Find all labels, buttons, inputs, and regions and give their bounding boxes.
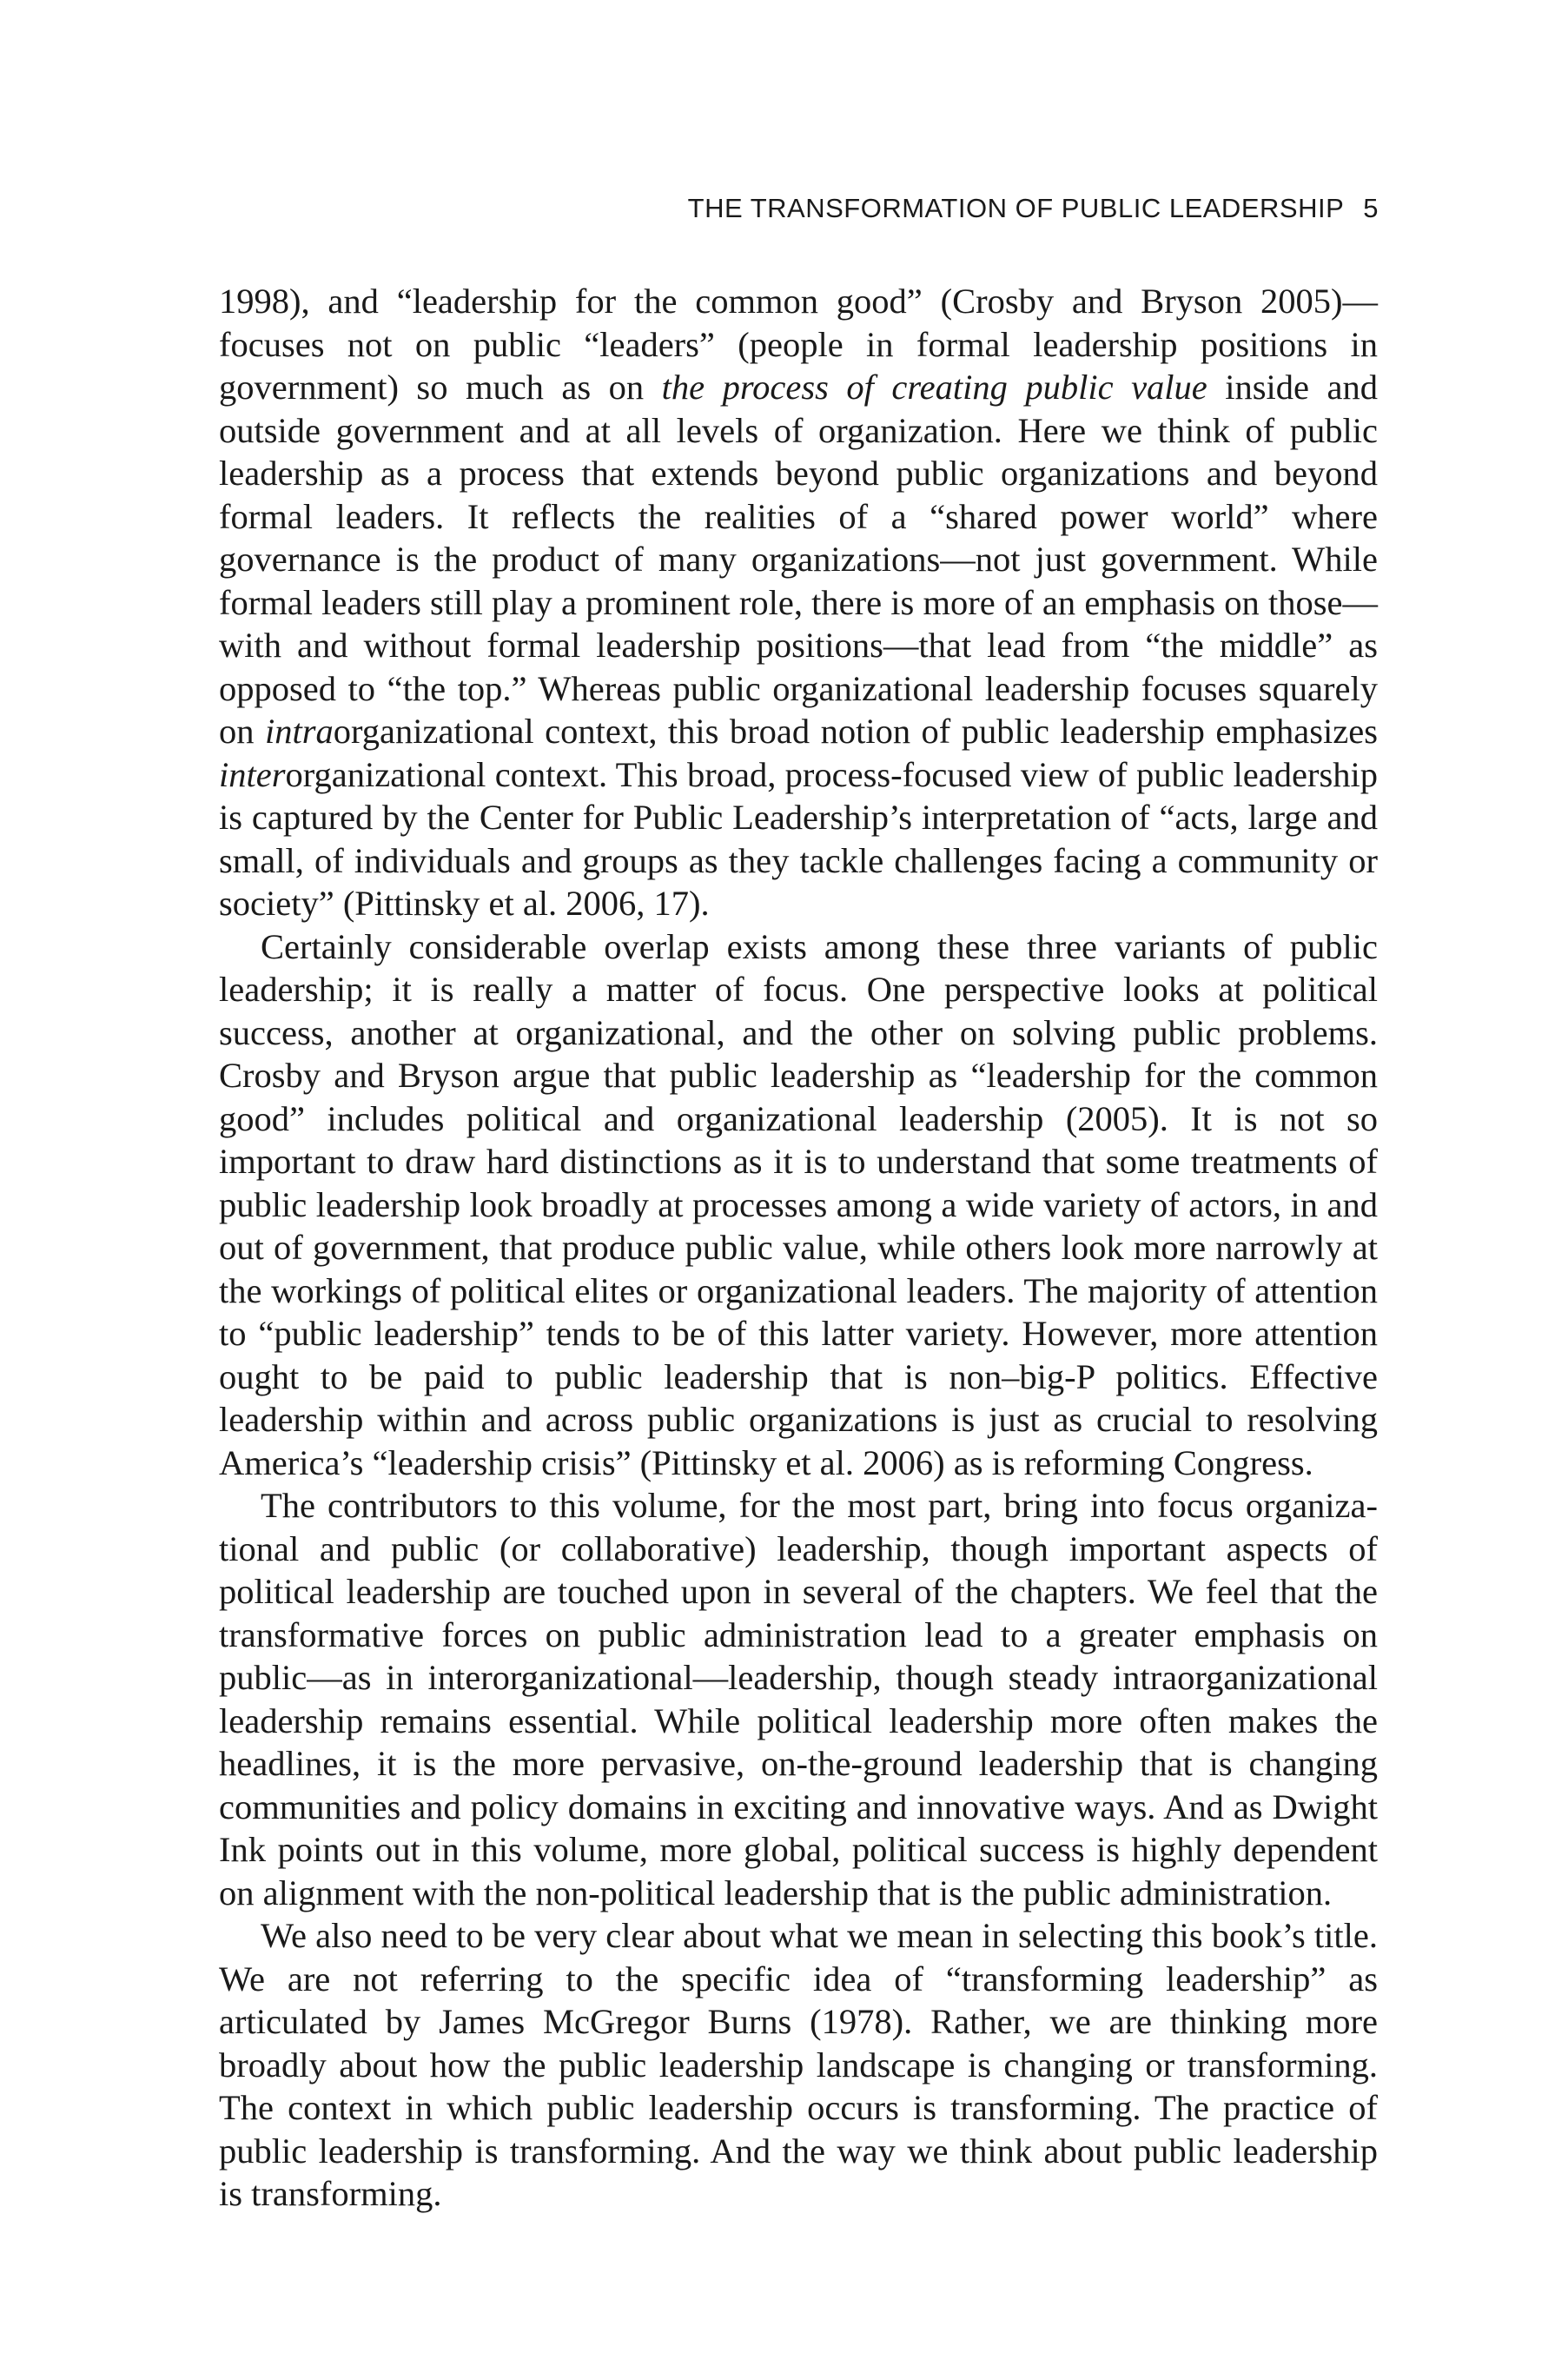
page-number: 5 xyxy=(1363,193,1379,223)
paragraph-1-italic-phrase: the process of creating public value xyxy=(661,368,1207,407)
paragraph-3: The contributors to this volume, for the most part, bring into focus organizational and public (or collaborative) leadership, though important aspects of political leadership are touched upon in several of the chapters. We feel that the transformative forces on public administration lead to a greater emphasis on public—as in interorganizational—leadership, though steady intraorganizational leadership remains essential. While political leadership more often makes the headlines, it is the more pervasive, on-the-ground leadership that is changing communities and policy domains in exciting and innovative ways. And as Dwight Ink points out in this volume, more global, political success is highly dependent on alignment with the non-political leadership that is the public administration. xyxy=(219,1486,1378,1912)
running-head-title: THE TRANSFORMATION OF PUBLIC LEADERSHIP xyxy=(687,193,1345,223)
paragraph-4: We also need to be very clear about what we mean in selecting this book’s title. We are not referring to the specific idea of “transforming leadership” as articulated by James McGregor Burns (1978). Rather, we are thinking more broadly about how the public leadership landscape is changing or transforming. The context in which public leadership occurs is transforming. The practice of public leadership is transforming. And the way we think about public leadership is transforming. xyxy=(219,1916,1378,2213)
paragraph-1-text-a: 1998), and “leadership for the common good” (Crosby and Bryson 2005)—focuses not on public “leaders” (people in formal leadership positions in government) so much as on xyxy=(219,282,1378,407)
paragraph-1-text-d: organizational context. This broad, process-focused view of public leadership is captured by the Center for Public Leadership’s interpretation of “acts, large and small, of individuals and groups as they tackle challenges facing a community or society” (Pittinsky et al. 2006, 17). xyxy=(219,754,1378,923)
body-text xyxy=(219,280,1378,2216)
paragraph-2: Certainly considerable overlap exists among these three variants of public leadership; it is really a matter of focus. One perspective looks at political success, another at organizational, and the other on solving public problems. Crosby and Bryson argue that public leadership as “leadership for the common good” includes political and organizational leadership (2005). It is not so important to draw hard distinctions as it is to understand that some treatments of public leadership look broadly at processes among a wide variety of actors, in and out of government, that produce public value, while others look more narrowly at the workings of political elites or organizational leaders. The majority of attention to “public leadership” tends to be of this latter variety. However, more attention ought to be paid to public leadership that is non–big-P politics. Effective leadership within and across public organizations is just as crucial to resolving America’s “leadership crisis” (Pittinsky et al. 2006) as is reforming Congress. xyxy=(219,926,1378,1482)
running-head xyxy=(688,193,1379,224)
paragraph-1-text-c: organizational context, this broad notion of public leadership emphasizes xyxy=(333,712,1378,751)
paragraph-1 xyxy=(219,280,1378,925)
paragraph-1-text-b: inside and outside government and at all levels of organization. Here we think of public leadership as a process that extends beyond public organizations and beyond formal leaders. It reflects the realities of a “shared power world” where governance is the product of many organizations—not just government. While formal leaders still play a prominent role, there is more of an emphasis on those—with and without formal leadership positions—that lead from “the middle” as opposed to “the top.” Whereas public organizational leadership focuses squarely on xyxy=(219,368,1378,751)
paragraph-1-italic-inter: inter xyxy=(219,754,286,794)
paragraph-1-italic-intra: intra xyxy=(264,712,334,751)
